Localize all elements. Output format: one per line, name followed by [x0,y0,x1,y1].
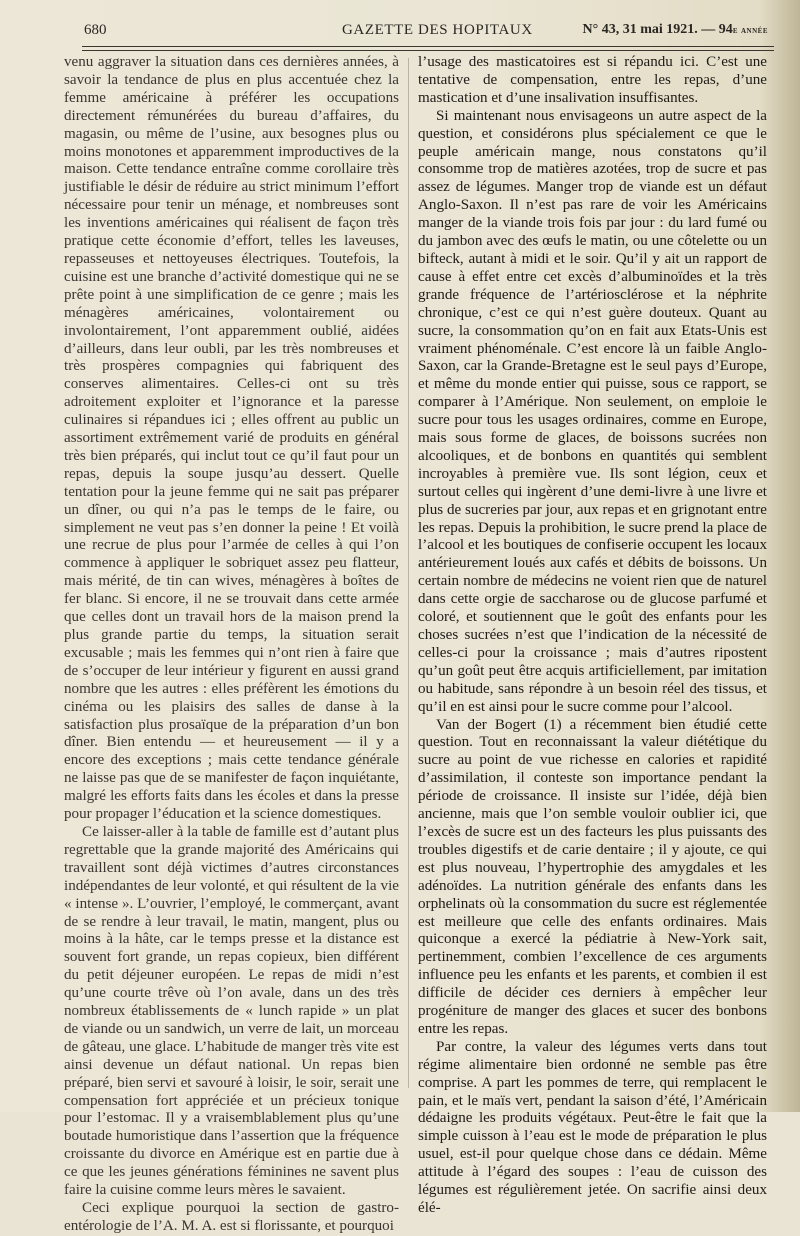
paragraph: Si maintenant nous envisageons un autre aspect de la question, et considérons plus spécialement ce que le peuple américain mange, nous constatons qu’il consomme trop de matières azotées, trop de sucre et pas assez de légumes. Manger trop de viande est un défaut Anglo-Saxon. Il n’est pas rare de voir les Américains manger de la viande trois fois par jour : du lard fumé ou du jambon avec des œufs le matin, ou une côtelette ou un bifteck, autant à midi et le soir. Qu’il y ait un rapport de cause à effet entre cet excès d’albuminoïdes et la très grande fréquence de l’artériosclérose et la néphrite chronique, c’est ce qui n’est guère douteux. Quant au sucre, la consommation qu’on en fait aux Etats-Unis est vraiment phénoménale. C’est encore là un faible Anglo-Saxon, car la Grande-Bretagne est le seul pays d’Europe, et même du monde entier qui puisse, sous ce rapport, se comparer à l’Amérique. Non seulement, on emploie le sucre pour tous les usages ordinaires, comme en Europe, mais sous forme de glaces, de boissons sucrées non alcooliques, et de bonbons en quantités qui semblent incroyables à première vue. Ils sont légion, ceux et surtout celles qui ingèrent d’une demi-livre à une livre et plus de sucreries par jour, aux repas et en grignotant entre les repas. Depuis la prohibition, le sucre prend la place de l’alcool et les boutiques de confiserie occupent les locaux antérieurement loués aux cafés et débits de boissons. Un certain nombre de médecins ne voient rien que de naturel dans cette orgie de saccharose ou de glucose parfumé et coloré, et soutiennent que le goût des enfants pour les choses sucrées n’est que l’indication de la nécessité de celles-ci pour la croissance ; mais d’autres ripostent qu’un goût peut être acquis artificiellement, par imitation ou habitude, sans répondre à un besoin réel des tissus, et qu’il en est ainsi pour le sucre comme pour l’alcool. [418,107,767,715]
paragraph: Par contre, la valeur des légumes verts dans tout régime alimentaire bien ordonné ne semble pas être comprise. A part les pommes de terre, qui remplacent le pain, et le maïs vert, pendant la saison d’été, l’Américain dédaigne les produits végétaux. Peut-être le fait que la simple cuisson à l’eau est le mode de préparation le plus usuel, est-il pour quelque chose dans ce dédain. Même attitude à l’égard des soupes : l’eau de cuisson des légumes est régulièrement jetée. On sacrifie ainsi deux élé- [418,1038,767,1216]
journal-title: GAZETTE DES HOPITAUX [342,22,533,38]
paragraph: Ceci explique pourquoi la section de gastro-entérologie de l’A. M. A. est si florissante, et pourquoi [64,1200,399,1234]
paragraph: Van der Bogert (1) a récemment bien étudié cette question. Tout en reconnaissant la valeur diététique du sucre au point de vue richesse en calories et rapidité d’assimilation, il conteste son importance pendant la période de croissance. Il insiste sur l’idée, déjà bien ancienne, mais que l’on semble vouloir oublier ici, que l’excès de sucre est un des facteurs les plus puissants des troubles digestifs et de carie dentaire ; il y ajoute, ce qui est plus nouveau, l’hypertrophie des amygdales et les adénoïdes. La nutrition générale des enfants dans les orphelinats où la consommation du sucre est réglementée est meilleure que celle des enfants ordinaires. Mais quiconque a exercé la pédiatrie à New-York sait, pertinemment, combien l’excellence de ces arguments influence peu les enfants et les parents, et combien il est difficile de décider ces derniers à empêcher leur progéniture de manger des glaces et sucer des bonbons entre les repas. [418,716,767,1037]
paragraph: l’usage des masticatoires est si répandu ici. C’est une tentative de compensation, entre les repas, d’une mastication et d’une insalivation insuffisantes. [418,54,767,106]
right-column [418,54,767,1218]
issue-year-suffix: e année [732,25,768,36]
header-rule-thin [82,50,774,51]
column-divider [408,58,409,1088]
paragraph: venu aggraver la situation dans ces dernières années, à savoir la tendance de plus en plus accentuée chez la femme américaine à préférer les occupations directement rémunérées du bureau d’affaires, du magasin, ou même de l’usine, aux besognes plus ou moins monotones et apparemment improductives de la maison. Cette tendance entraîne comme corollaire très justifiable le désir de réduire au strict minimum l’effort nécessaire pour tenir un ménage, et nombreuses sont les inventions américaines qui réalisent de façon très pratique cette économie d’effort, telles les laveuses, repasseuses et nettoyeuses électriques. Toutefois, la cuisine est une branche d’activité domestique qui ne se prête point à une simplification de ce genre ; mais les ménagères américaines, volontairement ou involontairement, l’ont apparemment oublié, aidées d’ailleurs, dans leur oubli, par les très nombreuses et très prospères compagnies qui fabriquent des conserves alimentaires. Celles-ci ont su très adroitement exploiter et l’ignorance et la paresse culinaires si répandues ici ; elles offrent au public un assortiment extrêmement varié de produits en général très bien préparés, qui inclut tout ce qu’il faut pour un repas, depuis la soupe jusqu’au dessert. Quelle tentation pour la jeune femme qui ne sait pas préparer un dîner, ou qui n’a pas le temps de le faire, ou simplement ne veut pas s’en donner la peine ! Et voilà une recrue de plus pour l’armée de celles à qui l’on commence à appliquer le sobriquet assez peu flatteur, mais mérité, de tin can wives, ménagères à boîtes de fer blanc. Si encore, il ne se trouvait dans cette armée que celles dont un travail hors de la maison prend la plus grande partie du temps, la situation serait excusable ; mais les femmes qui n’ont rien à faire que de s’occuper de leur intérieur y figurent en aussi grand nombre que les autres : elles préfèrent les émotions du cinéma ou les plaisirs des salles de danse à la satisfaction plus prosaïque de la préparation d’un bon dîner. Bien entendu — et heureusement — il y a encore des exceptions ; mais cette tendance générale ne laisse pas que de se manifester de façon inquiétante, malgré les efforts faits dans les écoles et dans la presse pour propager l’éducation et la science domestiques. [64,54,399,823]
header-rule [82,46,774,47]
page-number: 680 [84,22,107,38]
issue-number-date: N° 43, 31 mai 1921. — 94 [582,22,733,37]
paragraph: Ce laisser-aller à la table de famille est d’autant plus regrettable que la grande majorité des Américains qui travaillent sont déjà victimes d’autres circonstances indépendantes de leur volonté, et qui résultent de la vie « intense ». L’ouvrier, l’employé, le commerçant, avant de se rendre à leur travail, le matin, mangent, plus ou moins à la hâte, car le temps presse et la distance est souvent fort grande, un repas copieux, bien différent du petit déjeuner européen. Le repas de midi n’est qu’une courte trêve où l’on avale, dans un des très nombreux établissements de « lunch rapide » un plat de viande ou un sandwich, un verre de lait, un morceau de gâteau, une glace. L’habitude de manger très vite est ainsi devenue un défaut national. Un repas bien préparé, bien servi et savouré à loisir, le soir, serait une compensation fort appréciée et un précieux tonique pour l’estomac. Il y a vraisemblablement plus qu’une boutade humoristique dans l’assertion que la fréquence croissante du divorce en Amérique est en partie due à ce que les jeunes générations féminines ne savent plus faire la cuisine comme leurs mères le savaient. [64,823,399,1199]
running-header [84,20,774,44]
left-column [64,54,399,1236]
issue-info [583,22,768,38]
